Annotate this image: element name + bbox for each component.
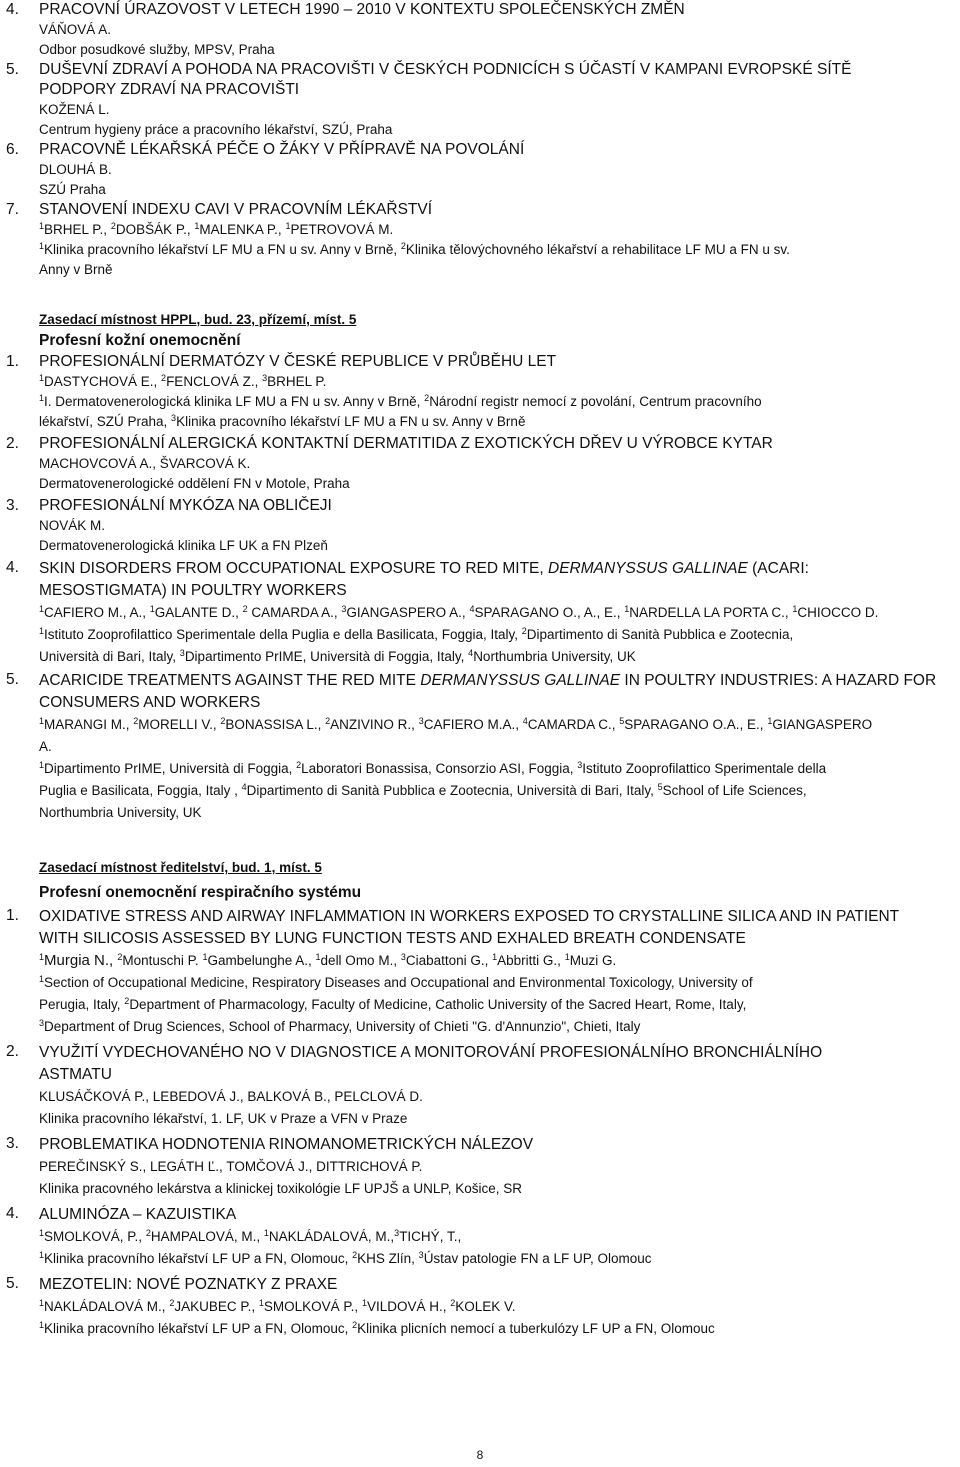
item-affiliation: $^1$Istituto Zooprofilattico Sperimentale della Puglia e della Basilicata, Foggia, Italy, $^2$Dipartimento di Sanità Pubblica e Zootecnia,	[39, 626, 794, 642]
item-title: PRACOVNĚ LÉKAŘSKÁ PÉČE O ŽÁKY V PŘÍPRAVĚ NA POVOLÁNÍ	[39, 141, 525, 158]
list-item	[0, 1274, 960, 1340]
list-item	[0, 558, 960, 668]
item-affiliation-continued: Puglia e Basilicata, Foggia, Italy , $^4$Dipartimento di Sanità Pubblica e Zootecnia, Università di Bari, Italy, $^5$School of Life Sciences,	[39, 782, 807, 798]
item-title: PRACOVNÍ ÚRAZOVOST V LETECH 1990 – 2010 V KONTEXTU SPOLEČENSKÝCH ZMĚN	[39, 1, 685, 18]
item-affiliation: $^1$Section of Occupational Medicine, Respiratory Diseases and Occupational and Environmental Toxicology, University of	[39, 974, 753, 990]
list-item	[0, 670, 960, 824]
item-affiliation-continued: Università di Bari, Italy, $^3$Dipartimento PrIME, Università di Foggia, Italy, $^4$Northumbria University, UK	[39, 648, 636, 664]
list-item	[0, 200, 960, 280]
item-number: 1.	[6, 907, 19, 924]
item-title-continued: WITH SILICOSIS ASSESSED BY LUNG FUNCTION TESTS AND EXHALED BREATH CONDENSATE	[39, 930, 746, 947]
item-authors: NOVÁK M.	[39, 518, 106, 533]
list-item	[0, 352, 960, 432]
item-authors-continued: A.	[39, 739, 52, 754]
item-authors: $^1$MARANGI M., $^2$MORELLI V., $^2$BONASSISA L., $^2$ANZIVINO R., $^3$CAFIERO M.A., $^4$CAMARDA C., $^5$SPARAGANO O.A., E., $^1$GIANGASPERO	[39, 716, 873, 732]
item-number: 1.	[6, 353, 19, 370]
item-number: 6.	[6, 141, 19, 158]
item-number: 3.	[6, 1135, 19, 1152]
item-affiliation: Centrum hygieny práce a pracovního lékařství, SZÚ, Praha	[39, 122, 393, 137]
item-number: 3.	[6, 497, 19, 514]
item-title-continued: MESOSTIGMATA) IN POULTRY WORKERS	[39, 582, 347, 599]
item-title: PROFESIONÁLNÍ MYKÓZA NA OBLIČEJI	[39, 497, 332, 514]
item-affiliation: $^1$Klinika pracovního lékařství LF MU a FN u sv. Anny v Brně, $^2$Klinika tělovýchovného lékařství a rehabilitace LF MU a FN u sv.	[39, 241, 790, 257]
item-affiliation: $^1$I. Dermatovenerologická klinika LF MU a FN u sv. Anny v Brně, $^2$Národní registr nemocí z povolání, Centrum pracovního	[39, 393, 762, 409]
item-number: 2.	[6, 435, 19, 452]
list-item	[0, 1204, 960, 1270]
item-authors: MACHOVCOVÁ A., ŠVARCOVÁ K.	[39, 456, 251, 471]
item-title: STANOVENÍ INDEXU CAVI V PRACOVNÍM LÉKAŘSTVÍ	[39, 201, 433, 218]
item-title-continued: CONSUMERS AND WORKERS	[39, 694, 261, 711]
list-item	[0, 0, 960, 60]
page-number: 8	[476, 1448, 484, 1462]
item-title-continued: ASTMATU	[39, 1066, 112, 1083]
item-affiliation-continued: Northumbria University, UK	[39, 805, 202, 820]
section-title: Profesní kožní onemocnění	[39, 332, 241, 349]
item-number: 5.	[6, 671, 19, 688]
section-room: Zasedací místnost HPPL, bud. 23, přízemí, míst. 5	[39, 312, 357, 327]
item-title: ALUMINÓZA – KAZUISTIKA	[39, 1206, 237, 1223]
item-title: PROFESIONÁLNÍ DERMATÓZY V ČESKÉ REPUBLICE V PRŮBĚHU LET	[39, 353, 557, 370]
item-title-continued: PODPORY ZDRAVÍ NA PRACOVIŠTI	[39, 81, 300, 98]
item-affiliation-continued: Perugia, Italy, $^2$Department of Pharmacology, Faculty of Medicine, Catholic University of the Sacred Heart, Rome, Italy,	[39, 996, 747, 1012]
item-affiliation: SZÚ Praha	[39, 182, 106, 197]
item-affiliation: Odbor posudkové služby, MPSV, Praha	[39, 42, 275, 57]
item-number: 7.	[6, 201, 19, 218]
item-number: 2.	[6, 1043, 19, 1060]
item-authors: $^1$CAFIERO M., A., $^1$GALANTE D., $^2$ CAMARDA A., $^3$GIANGASPERO A., $^4$SPARAGANO O., A., E., $^1$NARDELLA LA PORTA C., $^1$CHIOCCO D.	[39, 604, 879, 620]
item-title: ACARICIDE TREATMENTS AGAINST THE RED MITE DERMANYSSUS GALLINAE IN POULTRY INDUSTRIES: A HAZARD FOR	[39, 672, 937, 689]
item-title: PROFESIONÁLNÍ ALERGICKÁ KONTAKTNÍ DERMATITIDA Z EXOTICKÝCH DŘEV U VÝROBCE KYTAR	[39, 435, 773, 452]
item-affiliation: Dermatovenerologická klinika LF UK a FN Plzeň	[39, 538, 328, 553]
item-authors: KOŽENÁ L.	[39, 102, 110, 117]
item-number: 4.	[6, 1205, 19, 1222]
item-title: VYUŽITÍ VYDECHOVANÉHO NO V DIAGNOSTICE A MONITOROVÁNÍ PROFESIONÁLNÍHO BRONCHIÁLNÍHO	[39, 1044, 823, 1061]
section-title: Profesní onemocnění respiračního systému	[39, 884, 362, 901]
item-authors: $^1$BRHEL P., $^2$DOBŠÁK P., $^1$MALENKA P., $^1$PETROVOVÁ M.	[39, 221, 394, 237]
item-number: 5.	[6, 1275, 19, 1292]
item-title: DUŠEVNÍ ZDRAVÍ A POHODA NA PRACOVIŠTI V ČESKÝCH PODNICÍCH S ÚČASTÍ V KAMPANI EVROPSKÉ SÍTĚ	[39, 61, 852, 78]
item-authors: $^1$DASTYCHOVÁ E., $^2$FENCLOVÁ Z., $^3$BRHEL P.	[39, 373, 327, 389]
item-affiliation-continued: Anny v Brně	[39, 262, 113, 277]
item-affiliation-continued: lékařství, SZÚ Praha, $^3$Klinika pracovního lékařství LF MU a FN u sv. Anny v Brně	[39, 413, 526, 429]
list-item	[0, 140, 960, 200]
item-authors: VÁŇOVÁ A.	[39, 22, 112, 37]
item-authors: KLUSÁČKOVÁ P., LEBEDOVÁ J., BALKOVÁ B., PELCLOVÁ D.	[39, 1089, 423, 1104]
item-affiliation: $^1$Klinika pracovního lékařství LF UP a FN, Olomouc, $^2$Klinika plicních nemocí a tuberkulózy LF UP a FN, Olomouc	[39, 1320, 715, 1336]
list-item	[0, 1134, 960, 1200]
item-affiliation: Klinika pracovného lekárstva a klinickej toxikológie LF UPJŠ a UNLP, Košice, SR	[39, 1181, 522, 1196]
list-item	[0, 906, 960, 1038]
list-item	[0, 1042, 960, 1130]
item-authors: $^1$Murgia N., $^2$Montuschi P. $^1$Gambelunghe A., $^1$dell Omo M., $^3$Ciabattoni G., $^1$Abbritti G., $^1$Muzi G.	[39, 952, 617, 969]
item-number: 4.	[6, 1, 19, 18]
section-room: Zasedací místnost ředitelství, bud. 1, míst. 5	[39, 860, 322, 875]
item-authors: PEREČINSKÝ S., LEGÁTH Ľ., TOMČOVÁ J., DITTRICHOVÁ P.	[39, 1159, 423, 1174]
item-number: 4.	[6, 559, 19, 576]
item-authors: $^1$NAKLÁDALOVÁ M., $^2$JAKUBEC P., $^1$SMOLKOVÁ P., $^1$VILDOVÁ H., $^2$KOLEK V.	[39, 1298, 516, 1314]
list-item	[0, 60, 960, 140]
item-affiliation: Dermatovenerologické oddělení FN v Motole, Praha	[39, 476, 350, 491]
item-affiliation: Klinika pracovního lékařství, 1. LF, UK v Praze a VFN v Praze	[39, 1111, 408, 1126]
item-title: OXIDATIVE STRESS AND AIRWAY INFLAMMATION IN WORKERS EXPOSED TO CRYSTALLINE SILICA AND IN PATIENT	[39, 908, 900, 925]
item-title: PROBLEMATIKA HODNOTENIA RINOMANOMETRICKÝCH NÁLEZOV	[39, 1136, 534, 1153]
item-authors: $^1$SMOLKOVÁ, P., $^2$HAMPALOVÁ, M., $^1$NAKLÁDALOVÁ, M.,$^3$TICHÝ, T.,	[39, 1228, 462, 1244]
item-number: 5.	[6, 61, 19, 78]
item-title: SKIN DISORDERS FROM OCCUPATIONAL EXPOSURE TO RED MITE, DERMANYSSUS GALLINAE (ACARI:	[39, 560, 809, 577]
list-item	[0, 434, 960, 494]
item-title: MEZOTELIN: NOVÉ POZNATKY Z PRAXE	[39, 1276, 338, 1293]
item-authors: DLOUHÁ B.	[39, 162, 112, 177]
item-affiliation-continued: $^3$Department of Drug Sciences, School of Pharmacy, University of Chieti "G. d'Annunzio", Chieti, Italy	[39, 1018, 641, 1034]
item-affiliation: $^1$Dipartimento PrIME, Università di Foggia, $^2$Laboratori Bonassisa, Consorzio ASI, Foggia, $^3$Istituto Zooprofilattico Sperimentale della	[39, 760, 827, 776]
list-item	[0, 496, 960, 556]
item-affiliation: $^1$Klinika pracovního lékařství LF UP a FN, Olomouc, $^2$KHS Zlín, $^3$Ústav patologie FN a LF UP, Olomouc	[39, 1250, 652, 1266]
